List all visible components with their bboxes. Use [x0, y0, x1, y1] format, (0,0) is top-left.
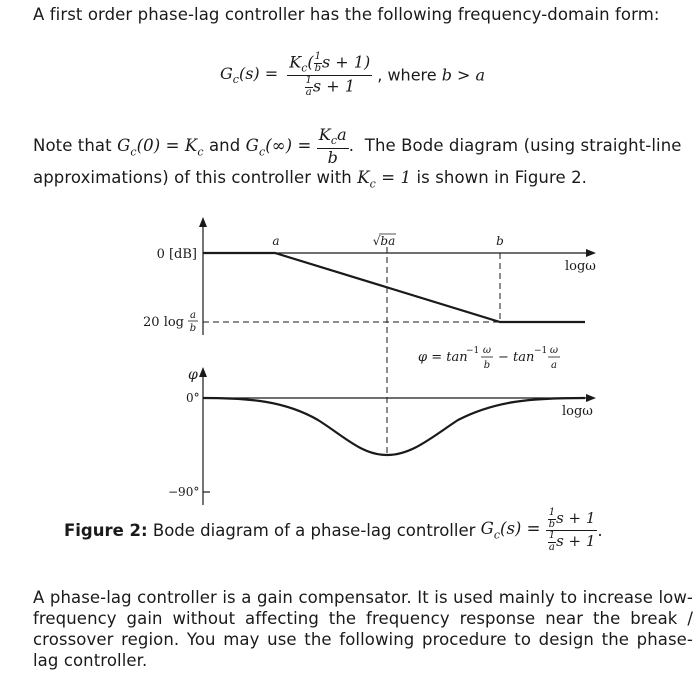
- caption-label: Figure 2:: [64, 521, 148, 540]
- label-0db: 0 [dB]: [156, 247, 197, 262]
- bode-diagram: [0, 215, 700, 515]
- logw-mag-label: logω: [565, 259, 596, 274]
- phase-axis-label: φ: [188, 367, 198, 383]
- mag-axis-arrow: [199, 217, 207, 227]
- phase-formula-exp2: −1: [534, 346, 548, 356]
- phase-formula-b: b: [483, 360, 491, 371]
- phase-horizontal-arrow: [586, 394, 596, 402]
- phase-m90-label: −90°: [168, 485, 200, 499]
- note-paragraph: Note that $G_c(0) = K_c$ and $G_c(\infty)$ = $\frac{K_ca}{b}$ . The Bode diagram (using straight-line approximations) of this controller with $K_c = 1$ is shown in Figure 2.: [33, 125, 682, 191]
- caption-text: Bode diagram of a phase-lag controller: [152, 521, 476, 540]
- phase-formula-w2: ω: [549, 345, 559, 356]
- phase-formula-a: a: [551, 360, 557, 371]
- freq-a-label: a: [272, 234, 280, 248]
- closing-paragraph: A phase-lag controller is a gain compensator. It is used mainly to increase low-frequency gain without affecting the frequency response near the break / crossover region. You may use the following procedure to design the phase-lag controller.: [33, 588, 693, 670]
- mag-horizontal-arrow: [586, 249, 596, 257]
- freq-sqrtba-label: √ba: [372, 234, 396, 248]
- caption-fraction: $\frac{1}{b}$ s + 1 $\frac{1}{a}$ s + 1: [546, 508, 598, 553]
- formula-lhs: $G_c(s)$ =: [220, 64, 279, 87]
- label-20loga-a: a: [190, 310, 196, 321]
- intro-paragraph: A first order phase-lag controller has the following frequency-domain form:: [33, 5, 660, 24]
- caption-gc: $G_c(s)$ =: [480, 519, 541, 542]
- formula-condition: , where b > a: [377, 65, 486, 85]
- logw-phase-label: logω: [562, 404, 593, 419]
- label-20loga-b: b: [189, 323, 197, 334]
- phase-axis-arrow: [199, 367, 207, 377]
- formula-numerator: $K_c$( $\frac{1}{b}$ s + 1): [289, 51, 371, 75]
- label-20loga: 20 log: [143, 315, 184, 330]
- formula-fraction: [287, 52, 372, 98]
- main-formula: [220, 52, 485, 98]
- phase-0-label: 0°: [186, 391, 200, 405]
- phase-curve: [203, 398, 585, 455]
- figure-caption: Figure 2: Bode diagram of a phase-lag controller $G_c(s)$ = $\frac{1}{b}$ s + 1 $\frac{1}{a}$ s + 1 .: [64, 507, 603, 553]
- magnitude-curve: [203, 253, 585, 322]
- phase-formula-mid: − tan: [498, 350, 535, 365]
- formula-denominator: $\frac{1}{a}$ s + 1: [305, 75, 355, 98]
- phase-formula: φ = tan: [418, 350, 468, 365]
- phase-formula-w1: ω: [482, 345, 492, 356]
- phase-formula-exp1: −1: [466, 346, 480, 356]
- freq-b-label: b: [496, 234, 504, 248]
